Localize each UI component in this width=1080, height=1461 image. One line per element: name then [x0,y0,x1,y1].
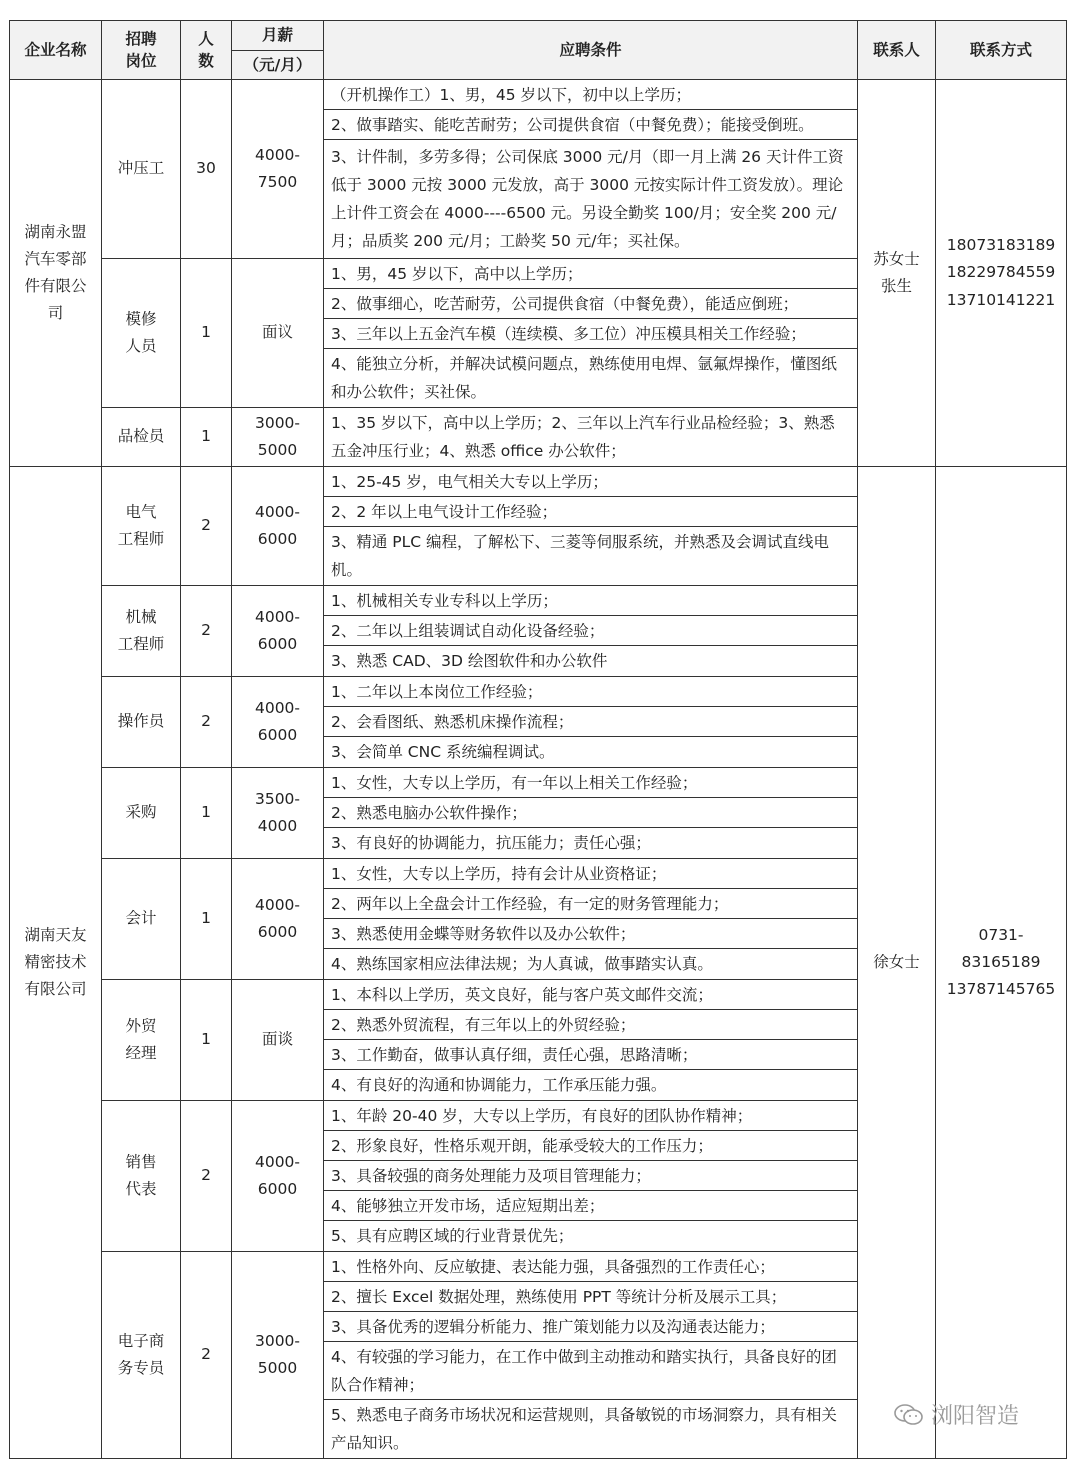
condition-line: 4、有较强的学习能力，在工作中做到主动推动和踏实执行，具备良好的团队合作精神； [324,1342,857,1400]
job-title: 电气 工程师 [102,467,181,586]
condition-line: 3、计件制，多劳多得；公司保底 3000 元/月（即一月上满 26 天计件工资低于 3000 元按 3000 元发放，高于 3000 元按实际计件工资发放）。理论上计件工资会在 4000----6500 元。另设全勤奖 100/月；安全奖 200 元/月；品质奖 200 元/月；工龄奖 50 元/年；买社保。 [331,148,844,250]
company-name: 湖南天友精密技术有限公司 [10,467,102,1459]
job-salary: 面谈 [232,980,324,1101]
condition-line: 4、有良好的沟通和协调能力，工作承压能力强。 [331,1076,667,1094]
condition-line: 1、本科以上学历，英文良好，能与客户英文邮件交流； [324,980,857,1010]
contact-person: 苏女士 张生 [858,80,936,467]
job-title: 机械 工程师 [102,586,181,677]
header-contact: 联系人 [858,21,936,80]
condition-line: 2、做事踏实、能吃苦耐劳；公司提供食宿（中餐免费）；能接受倒班。 [324,110,857,140]
condition-line: 3、具备优秀的逻辑分析能力、推广策划能力以及沟通表达能力； [324,1312,857,1342]
job-title: 操作员 [102,677,181,768]
condition-line: 1、女性，大专以上学历，有一年以上相关工作经验； [324,768,857,798]
job-salary: 3000- 5000 [232,1252,324,1459]
header-phone: 联系方式 [936,21,1067,80]
job-count: 30 [181,80,232,259]
job-count: 1 [181,408,232,467]
condition-line: 1、性格外向、反应敏捷、表达能力强，具备强烈的工作责任心； [324,1252,857,1282]
job-salary: 3500- 4000 [232,768,324,859]
condition-line: 5、具有应聘区域的行业背景优先； [331,1227,574,1245]
condition-line: 2、2 年以上电气设计工作经验； [324,497,857,527]
condition-line: 3、熟悉使用金蝶等财务软件以及办公软件； [324,919,857,949]
condition-line: 3、具备较强的商务处理能力及项目管理能力； [324,1161,857,1191]
condition-line: 1、男，45 岁以下，高中以上学历； [324,259,857,289]
contact-phone: 18073183189 18229784559 13710141221 [936,80,1067,467]
job-count: 2 [181,467,232,586]
job-conditions [324,586,858,677]
job-conditions [324,859,858,980]
header-salary-top: 月薪 [232,21,324,51]
job-salary: 4000- 6000 [232,859,324,980]
header-salary-bottom: （元/月） [232,51,324,80]
condition-line: 4、能独立分析，并解决试模问题点，熟练使用电焊、氩氟焊操作，懂图纸和办公软件；买社保。 [331,355,837,401]
job-conditions [324,80,858,259]
job-title: 销售 代表 [102,1101,181,1252]
job-conditions [324,467,858,586]
condition-line: 3、三年以上五金汽车模（连续模、多工位）冲压模具相关工作经验； [324,319,857,349]
job-salary: 4000- 6000 [232,467,324,586]
job-conditions [324,980,858,1101]
condition-line: 1、机械相关专业专科以上学历； [324,586,857,616]
job-salary: 3000- 5000 [232,408,324,467]
job-conditions [324,1252,858,1459]
job-count: 1 [181,859,232,980]
company-name: 湖南永盟汽车零部件有限公司 [10,80,102,467]
job-title: 冲压工 [102,80,181,259]
job-title: 模修 人员 [102,259,181,408]
watermark [893,1399,1019,1430]
condition-line: 2、熟悉电脑办公软件操作； [324,798,857,828]
job-title: 外贸 经理 [102,980,181,1101]
job-salary: 4000- 6000 [232,1101,324,1252]
header-position: 招聘岗位 [102,21,181,80]
condition-line: 2、擅长 Excel 数据处理，熟练使用 PPT 等统计分析及展示工具； [324,1282,857,1312]
job-count: 2 [181,586,232,677]
condition-line: （开机操作工）1、男，45 岁以下，初中以上学历； [324,80,857,110]
job-count: 2 [181,1101,232,1252]
job-title: 电子商 务专员 [102,1252,181,1459]
condition-line: 3、会简单 CNC 系统编程调试。 [331,743,555,761]
condition-line: 4、能够独立开发市场，适应短期出差； [324,1191,857,1221]
job-count: 1 [181,768,232,859]
recruitment-table [9,20,1067,1459]
job-conditions [324,408,858,467]
table-row [10,80,1067,259]
condition-line: 2、熟悉外贸流程，有三年以上的外贸经验； [324,1010,857,1040]
job-title: 品检员 [102,408,181,467]
job-title: 采购 [102,768,181,859]
job-count: 2 [181,1252,232,1459]
condition-line: 1、年龄 20-40 岁，大专以上学历，有良好的团队协作精神； [324,1101,857,1131]
job-title: 会计 [102,859,181,980]
job-salary: 4000- 6000 [232,586,324,677]
job-count: 1 [181,980,232,1101]
condition-line: 2、形象良好，性格乐观开朗，能承受较大的工作压力； [324,1131,857,1161]
condition-line: 1、二年以上本岗位工作经验； [324,677,857,707]
condition-line: 3、熟悉 CAD、3D 绘图软件和办公软件 [331,652,608,670]
watermark-text: 浏阳智造 [931,1404,1020,1429]
header-company: 企业名称 [10,21,102,80]
condition-line: 2、做事细心，吃苦耐劳，公司提供食宿（中餐免费），能适应倒班； [324,289,857,319]
condition-line: 3、有良好的协调能力，抗压能力；责任心强； [331,834,651,852]
condition-line: 1、女性，大专以上学历，持有会计从业资格证； [324,859,857,889]
job-salary: 面议 [232,259,324,408]
condition-line: 2、二年以上组装调试自动化设备经验； [324,616,857,646]
condition-line: 5、熟悉电子商务市场状况和运营规则，具备敏锐的市场洞察力，具有相关产品知识。 [331,1406,837,1452]
condition-line: 1、25-45 岁，电气相关大专以上学历； [324,467,857,497]
condition-line: 2、会看图纸、熟悉机床操作流程； [324,707,857,737]
header-count: 人数 [181,21,232,80]
job-count: 1 [181,259,232,408]
condition-line: 4、熟练国家相应法律法规；为人真诚，做事踏实认真。 [331,955,713,973]
contact-phone: 0731- 83165189 13787145765 [936,467,1067,1459]
condition-line: 3、工作勤奋，做事认真仔细，责任心强，思路清晰； [324,1040,857,1070]
condition-line: 2、两年以上全盘会计工作经验，有一定的财务管理能力； [324,889,857,919]
job-count: 2 [181,677,232,768]
condition-line: 3、精通 PLC 编程，了解松下、三菱等伺服系统，并熟悉及会调试直线电机。 [331,533,830,579]
job-salary: 4000- 7500 [232,80,324,259]
job-conditions [324,768,858,859]
job-conditions [324,677,858,768]
job-conditions [324,1101,858,1252]
header-conditions: 应聘条件 [324,21,858,80]
table-row [10,467,1067,586]
condition-line: 1、35 岁以下，高中以上学历；2、三年以上汽车行业品检经验；3、熟悉五金冲压行业；4、熟悉 office 办公软件； [331,414,835,460]
wechat-icon [893,1402,925,1428]
contact-person: 徐女士 [858,467,936,1459]
job-salary: 4000- 6000 [232,677,324,768]
job-conditions [324,259,858,408]
